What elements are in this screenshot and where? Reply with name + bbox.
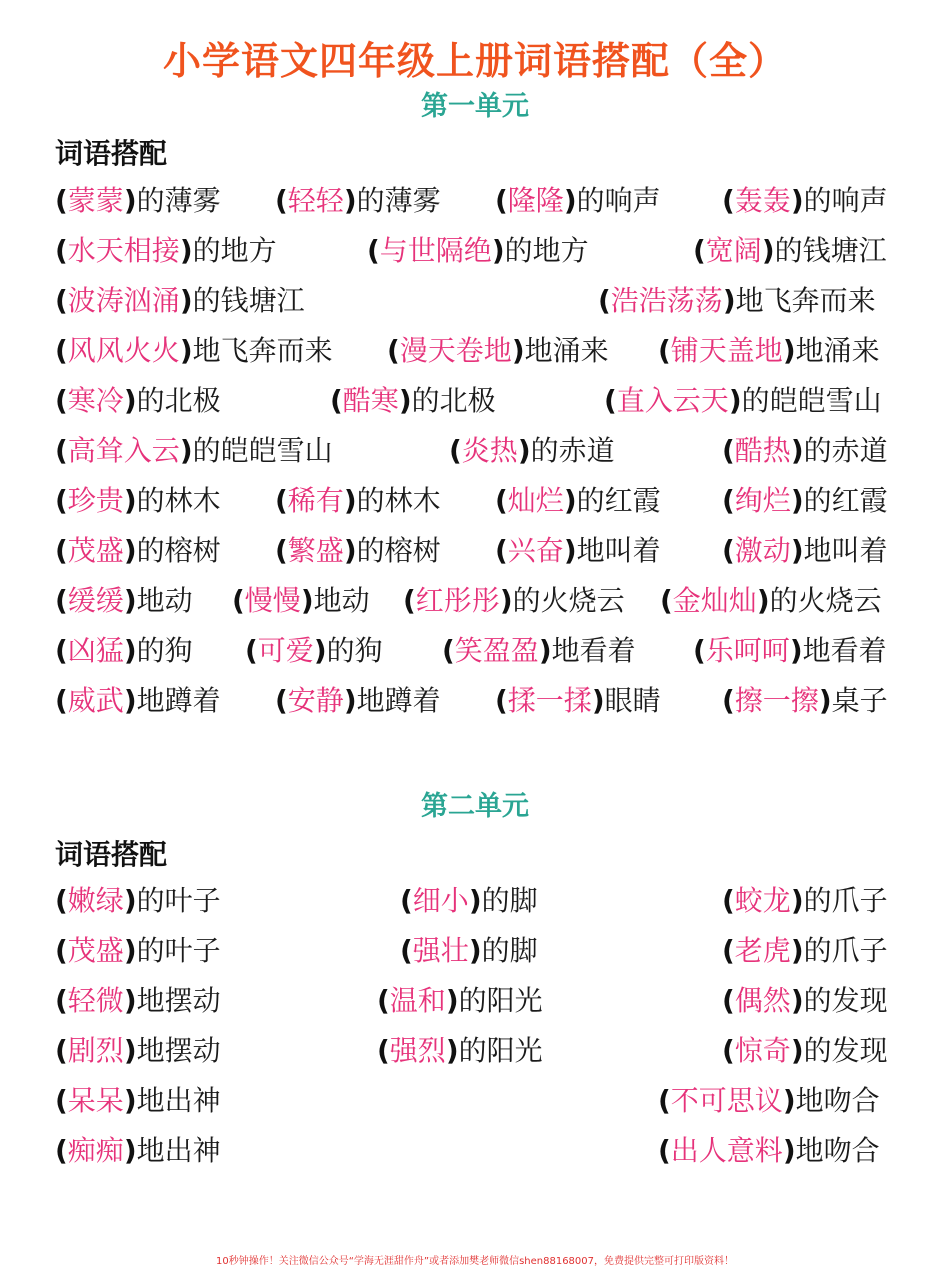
- phrase-item: [55, 881, 221, 921]
- open-paren: (: [55, 534, 68, 567]
- fill-word: 铺天盖地: [670, 334, 783, 367]
- phrase-item: [55, 1031, 221, 1071]
- close-paren: ): [123, 684, 137, 717]
- fill-word: 波涛汹涌: [67, 284, 180, 317]
- fill-word: 笑盈盈: [454, 634, 539, 667]
- phrase-item: [330, 381, 496, 421]
- open-paren: (: [442, 634, 455, 667]
- open-paren: (: [722, 434, 735, 467]
- phrase-row: [0, 1131, 950, 1171]
- open-paren: (: [658, 1084, 671, 1117]
- phrase-noun: 的北极: [411, 384, 496, 417]
- open-paren: (: [722, 534, 735, 567]
- close-paren: ): [179, 234, 193, 267]
- phrase-item: [55, 531, 221, 571]
- open-paren: (: [55, 484, 68, 517]
- close-paren: ): [563, 184, 577, 217]
- phrase-row: [0, 631, 950, 671]
- fill-word: 缓缓: [67, 584, 124, 617]
- fill-word: 水天相接: [67, 234, 180, 267]
- phrase-noun: 的榕树: [356, 534, 441, 567]
- phrase-item: [442, 631, 636, 671]
- close-paren: ): [591, 684, 605, 717]
- phrase-noun: 的爪子: [803, 884, 888, 917]
- open-paren: (: [495, 534, 508, 567]
- phrase-item: [367, 231, 589, 271]
- close-paren: ): [790, 484, 804, 517]
- phrase-item: [275, 681, 441, 721]
- phrase-noun: 地看着: [551, 634, 636, 667]
- phrase-noun: 的红霞: [576, 484, 661, 517]
- phrase-noun: 地飞奔而来: [735, 284, 876, 317]
- page-title: 小学语文四年级上册词语搭配（全）: [162, 39, 787, 83]
- phrase-item: [722, 1031, 888, 1071]
- fill-word: 强烈: [389, 1034, 446, 1067]
- open-paren: (: [495, 684, 508, 717]
- phrase-item: [722, 881, 888, 921]
- close-paren: ): [563, 534, 577, 567]
- phrase-item: [495, 681, 661, 721]
- phrase-noun: 的狗: [326, 634, 383, 667]
- phrase-noun: 的林木: [136, 484, 221, 517]
- close-paren: ): [790, 984, 804, 1017]
- open-paren: (: [55, 934, 68, 967]
- phrase-row: [0, 681, 950, 721]
- close-paren: ): [761, 234, 775, 267]
- phrase-item: [722, 681, 888, 721]
- phrase-item: [604, 381, 882, 421]
- open-paren: (: [367, 234, 380, 267]
- close-paren: ): [468, 884, 482, 917]
- phrase-item: [55, 481, 221, 521]
- fill-word: 剧烈: [67, 1034, 124, 1067]
- phrase-item: [400, 931, 538, 971]
- open-paren: (: [722, 884, 735, 917]
- open-paren: (: [275, 484, 288, 517]
- open-paren: (: [400, 934, 413, 967]
- open-paren: (: [387, 334, 400, 367]
- close-paren: ): [511, 334, 525, 367]
- close-paren: ): [343, 184, 357, 217]
- fill-word: 寒冷: [67, 384, 124, 417]
- open-paren: (: [722, 984, 735, 1017]
- open-paren: (: [722, 184, 735, 217]
- phrase-item: [55, 681, 221, 721]
- phrase-noun: 的火烧云: [769, 584, 882, 617]
- phrase-item: [55, 1081, 221, 1121]
- phrase-noun: 地吻合: [795, 1134, 880, 1167]
- close-paren: ): [123, 1034, 137, 1067]
- close-paren: ): [517, 434, 531, 467]
- close-paren: ): [782, 1134, 796, 1167]
- close-paren: ): [499, 584, 513, 617]
- phrase-item: [55, 381, 221, 421]
- phrase-noun: 的薄雾: [136, 184, 221, 217]
- fill-word: 老虎: [734, 934, 791, 967]
- phrase-noun: 地吻合: [795, 1084, 880, 1117]
- open-paren: (: [722, 934, 735, 967]
- phrase-item: [377, 1031, 543, 1071]
- open-paren: (: [330, 384, 343, 417]
- fill-word: 擦一擦: [734, 684, 819, 717]
- open-paren: (: [55, 884, 68, 917]
- open-paren: (: [722, 1034, 735, 1067]
- phrase-item: [55, 631, 193, 671]
- open-paren: (: [275, 534, 288, 567]
- close-paren: ): [123, 384, 137, 417]
- phrase-noun: 的狗: [136, 634, 193, 667]
- fill-word: 强壮: [412, 934, 469, 967]
- close-paren: ): [818, 684, 832, 717]
- fill-word: 温和: [389, 984, 446, 1017]
- phrase-row: [0, 1031, 950, 1071]
- close-paren: ): [123, 984, 137, 1017]
- unit2-title: 第二单元: [421, 791, 529, 822]
- fill-word: 凶猛: [67, 634, 124, 667]
- phrase-noun: 眼睛: [604, 684, 661, 717]
- fill-word: 惊奇: [734, 1034, 791, 1067]
- phrase-noun: 的叶子: [136, 884, 221, 917]
- close-paren: ): [790, 884, 804, 917]
- phrase-row: [0, 881, 950, 921]
- fill-word: 轻轻: [287, 184, 344, 217]
- phrase-item: [55, 181, 221, 221]
- close-paren: ): [445, 984, 459, 1017]
- fill-word: 轻微: [67, 984, 124, 1017]
- phrase-item: [232, 581, 370, 621]
- open-paren: (: [55, 584, 68, 617]
- open-paren: (: [55, 234, 68, 267]
- phrase-item: [377, 981, 543, 1021]
- phrase-row: [0, 231, 950, 271]
- phrase-item: [55, 331, 333, 371]
- fill-word: 威武: [67, 684, 124, 717]
- close-paren: ): [790, 434, 804, 467]
- phrase-noun: 的响声: [803, 184, 888, 217]
- phrase-item: [55, 931, 221, 971]
- open-paren: (: [693, 634, 706, 667]
- close-paren: ): [790, 534, 804, 567]
- phrase-noun: 的榕树: [136, 534, 221, 567]
- phrase-item: [275, 531, 441, 571]
- phrase-noun: 的阳光: [458, 984, 543, 1017]
- close-paren: ): [445, 1034, 459, 1067]
- fill-word: 细小: [412, 884, 469, 917]
- fill-word: 绚烂: [734, 484, 791, 517]
- close-paren: ): [722, 284, 736, 317]
- phrase-item: [693, 631, 887, 671]
- fill-word: 稀有: [287, 484, 344, 517]
- phrase-noun: 地出神: [136, 1134, 221, 1167]
- open-paren: (: [55, 1134, 68, 1167]
- fill-word: 直入云天: [616, 384, 729, 417]
- phrase-item: [55, 581, 193, 621]
- phrase-item: [55, 981, 221, 1021]
- fill-word: 风风火火: [67, 334, 180, 367]
- unit2-section-label: 词语搭配: [55, 838, 168, 871]
- open-paren: (: [55, 1034, 68, 1067]
- phrase-row: [0, 931, 950, 971]
- phrase-noun: 地出神: [136, 1084, 221, 1117]
- phrase-noun: 的发现: [803, 1034, 888, 1067]
- open-paren: (: [449, 434, 462, 467]
- phrase-noun: 的林木: [356, 484, 441, 517]
- open-paren: (: [598, 284, 611, 317]
- close-paren: ): [468, 934, 482, 967]
- open-paren: (: [722, 684, 735, 717]
- close-paren: ): [343, 534, 357, 567]
- footer-note: 10秒钟操作！关注微信公众号“学海无涯甜作舟”或者添加樊老师微信shen88168007，免费提供完整可打印版资料！: [215, 1256, 735, 1267]
- close-paren: ): [123, 484, 137, 517]
- phrase-row: [0, 481, 950, 521]
- phrase-item: [598, 281, 876, 321]
- open-paren: (: [495, 184, 508, 217]
- close-paren: ): [398, 384, 412, 417]
- phrase-noun: 的地方: [504, 234, 589, 267]
- open-paren: (: [722, 484, 735, 517]
- close-paren: ): [728, 384, 742, 417]
- fill-word: 乐呵呵: [705, 634, 790, 667]
- close-paren: ): [782, 1084, 796, 1117]
- phrase-item: [275, 481, 441, 521]
- fill-word: 隆隆: [507, 184, 564, 217]
- close-paren: ): [123, 634, 137, 667]
- fill-word: 宽阔: [705, 234, 762, 267]
- phrase-noun: 的皑皑雪山: [192, 434, 333, 467]
- phrase-item: [658, 331, 880, 371]
- fill-word: 不可思议: [670, 1084, 783, 1117]
- phrase-item: [722, 981, 888, 1021]
- phrase-noun: 地蹲着: [136, 684, 221, 717]
- open-paren: (: [400, 884, 413, 917]
- close-paren: ): [123, 534, 137, 567]
- phrase-noun: 的响声: [576, 184, 661, 217]
- close-paren: ): [179, 434, 193, 467]
- open-paren: (: [55, 434, 68, 467]
- close-paren: ): [491, 234, 505, 267]
- phrase-item: [722, 431, 888, 471]
- open-paren: (: [275, 184, 288, 217]
- open-paren: (: [55, 684, 68, 717]
- phrase-row: [0, 531, 950, 571]
- fill-word: 浩浩荡荡: [610, 284, 723, 317]
- phrase-item: [55, 431, 333, 471]
- phrase-item: [400, 881, 538, 921]
- phrase-item: [658, 1131, 880, 1171]
- phrase-item: [495, 481, 661, 521]
- phrase-item: [245, 631, 383, 671]
- phrase-noun: 的钱塘江: [192, 284, 305, 317]
- fill-word: 出人意料: [670, 1134, 783, 1167]
- close-paren: ): [123, 584, 137, 617]
- close-paren: ): [790, 184, 804, 217]
- fill-word: 呆呆: [67, 1084, 124, 1117]
- phrase-noun: 的地方: [192, 234, 277, 267]
- fill-word: 慢慢: [244, 584, 301, 617]
- close-paren: ): [123, 1084, 137, 1117]
- phrase-row: [0, 431, 950, 471]
- fill-word: 茂盛: [67, 534, 124, 567]
- phrase-noun: 地飞奔而来: [192, 334, 333, 367]
- open-paren: (: [660, 584, 673, 617]
- close-paren: ): [123, 184, 137, 217]
- fill-word: 安静: [287, 684, 344, 717]
- phrase-item: [693, 231, 887, 271]
- fill-word: 与世隔绝: [379, 234, 492, 267]
- close-paren: ): [179, 334, 193, 367]
- close-paren: ): [789, 634, 803, 667]
- close-paren: ): [123, 884, 137, 917]
- close-paren: ): [300, 584, 314, 617]
- phrase-noun: 的钱塘江: [774, 234, 887, 267]
- phrase-item: [495, 181, 661, 221]
- phrase-item: [722, 531, 888, 571]
- open-paren: (: [55, 1084, 68, 1117]
- fill-word: 高耸入云: [67, 434, 180, 467]
- phrase-row: [0, 331, 950, 371]
- close-paren: ): [538, 634, 552, 667]
- phrase-noun: 地涌来: [524, 334, 609, 367]
- close-paren: ): [782, 334, 796, 367]
- close-paren: ): [313, 634, 327, 667]
- fill-word: 酷热: [734, 434, 791, 467]
- phrase-noun: 地摆动: [136, 984, 221, 1017]
- close-paren: ): [123, 934, 137, 967]
- open-paren: (: [275, 684, 288, 717]
- phrase-item: [658, 1081, 880, 1121]
- close-paren: ): [179, 284, 193, 317]
- fill-word: 轰轰: [734, 184, 791, 217]
- phrase-row: [0, 581, 950, 621]
- fill-word: 嫩绿: [67, 884, 124, 917]
- phrase-noun: 的北极: [136, 384, 221, 417]
- open-paren: (: [377, 984, 390, 1017]
- close-paren: ): [756, 584, 770, 617]
- phrase-item: [449, 431, 615, 471]
- fill-word: 金灿灿: [672, 584, 757, 617]
- phrase-noun: 地叫着: [576, 534, 661, 567]
- fill-word: 兴奋: [507, 534, 564, 567]
- unit1-title: 第一单元: [421, 91, 529, 122]
- phrase-row: [0, 1081, 950, 1121]
- fill-word: 漫天卷地: [399, 334, 512, 367]
- fill-word: 炎热: [461, 434, 518, 467]
- fill-word: 蛟龙: [734, 884, 791, 917]
- unit1-section-label: 词语搭配: [55, 137, 168, 170]
- open-paren: (: [55, 984, 68, 1017]
- open-paren: (: [55, 634, 68, 667]
- phrase-noun: 的火烧云: [512, 584, 625, 617]
- close-paren: ): [343, 484, 357, 517]
- open-paren: (: [495, 484, 508, 517]
- phrase-noun: 的发现: [803, 984, 888, 1017]
- fill-word: 繁盛: [287, 534, 344, 567]
- fill-word: 痴痴: [67, 1134, 124, 1167]
- phrase-noun: 的阳光: [458, 1034, 543, 1067]
- phrase-noun: 地看着: [802, 634, 887, 667]
- phrase-item: [55, 1131, 221, 1171]
- open-paren: (: [232, 584, 245, 617]
- open-paren: (: [403, 584, 416, 617]
- phrase-noun: 的红霞: [803, 484, 888, 517]
- phrase-noun: 地摆动: [136, 1034, 221, 1067]
- fill-word: 偶然: [734, 984, 791, 1017]
- open-paren: (: [245, 634, 258, 667]
- close-paren: ): [790, 934, 804, 967]
- close-paren: ): [343, 684, 357, 717]
- phrase-noun: 的皑皑雪山: [741, 384, 882, 417]
- fill-word: 茂盛: [67, 934, 124, 967]
- phrase-noun: 桌子: [831, 684, 888, 717]
- phrase-item: [275, 181, 441, 221]
- fill-word: 珍贵: [67, 484, 124, 517]
- open-paren: (: [658, 334, 671, 367]
- close-paren: ): [563, 484, 577, 517]
- phrase-noun: 地涌来: [795, 334, 880, 367]
- close-paren: ): [123, 1134, 137, 1167]
- phrase-noun: 地动: [136, 584, 193, 617]
- phrase-item: [387, 331, 609, 371]
- open-paren: (: [377, 1034, 390, 1067]
- phrase-noun: 地叫着: [803, 534, 888, 567]
- open-paren: (: [55, 284, 68, 317]
- phrase-item: [495, 531, 661, 571]
- phrase-item: [55, 281, 305, 321]
- fill-word: 酷寒: [342, 384, 399, 417]
- phrase-item: [722, 931, 888, 971]
- phrase-noun: 的赤道: [530, 434, 615, 467]
- phrase-noun: 的脚: [481, 884, 538, 917]
- fill-word: 激动: [734, 534, 791, 567]
- phrase-item: [722, 181, 888, 221]
- open-paren: (: [55, 334, 68, 367]
- phrase-row: [0, 381, 950, 421]
- phrase-noun: 的薄雾: [356, 184, 441, 217]
- open-paren: (: [693, 234, 706, 267]
- fill-word: 蒙蒙: [67, 184, 124, 217]
- fill-word: 红彤彤: [415, 584, 500, 617]
- fill-word: 可爱: [257, 634, 314, 667]
- phrase-item: [403, 581, 625, 621]
- phrase-item: [722, 481, 888, 521]
- fill-word: 揉一揉: [507, 684, 592, 717]
- phrase-noun: 的脚: [481, 934, 538, 967]
- phrase-row: [0, 281, 950, 321]
- open-paren: (: [658, 1134, 671, 1167]
- phrase-noun: 的爪子: [803, 934, 888, 967]
- open-paren: (: [604, 384, 617, 417]
- phrase-noun: 地蹲着: [356, 684, 441, 717]
- fill-word: 灿烂: [507, 484, 564, 517]
- phrase-noun: 地动: [313, 584, 370, 617]
- phrase-noun: 的叶子: [136, 934, 221, 967]
- phrase-noun: 的赤道: [803, 434, 888, 467]
- phrase-row: [0, 981, 950, 1021]
- open-paren: (: [55, 384, 68, 417]
- open-paren: (: [55, 184, 68, 217]
- phrase-item: [55, 231, 277, 271]
- phrase-row: [0, 181, 950, 221]
- phrase-item: [660, 581, 882, 621]
- close-paren: ): [790, 1034, 804, 1067]
